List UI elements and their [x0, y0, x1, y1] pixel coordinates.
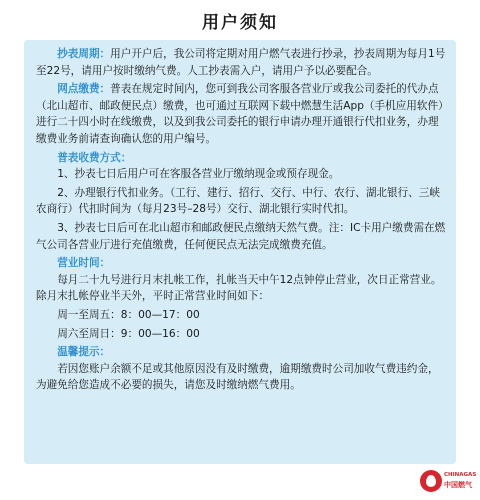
fee-methods-heading: 普表收费方式： — [57, 151, 132, 164]
chinagas-logo — [420, 468, 477, 496]
notice-content — [36, 46, 448, 394]
business-hours-weekdays: 周一至周五：8：00—17：00 — [57, 308, 200, 321]
meter-reading-heading: 抄表周期： — [57, 48, 111, 60]
meter-reading-section — [36, 46, 448, 79]
business-hours-heading: 营业时间： — [57, 257, 111, 270]
reminder-text: 若因您账户余额不足或其他原因没有及时缴费，逾期缴费时公司加收气费违约金，为避免给您造成不必要的损失，请您及时缴纳燃气费用。 — [36, 362, 439, 392]
page-title: 用户须知 — [202, 13, 278, 33]
payment-points-text: 普表在规定时间内，您可到我公司客服各营业厅或我公司委托的代办点（北山超市、邮政便民点）缴费，也可通过互联网下载中燃慧生活App（手机应用软件）进行二十四小时在线缴费，以及到我公司委托的银行申请办理开通银行代扣业务，办理缴费业务前请查询确认您的用户编号。 — [36, 83, 444, 145]
meter-reading-text: 用户开户后，我公司将定期对用户燃气表进行抄录，抄表周期为每月1号至22号，请用户按时缴纳气费。人工抄表需入户，请用户予以必要配合。 — [36, 48, 446, 77]
fee-method-item-1: 1、抄表七日后用户可在客服各营业厅缴纳现金或预存现金。 — [57, 168, 340, 181]
business-hours-text: 每月二十九号进行月末扎帐工作，扎帐当天中午12点钟停止营业，次日正常营业。除月末扎帐停业半天外，平时正常营业时间如下： — [36, 273, 442, 303]
fee-method-item-2: 2、办理银行代扣业务。（工行、建行、招行、交行、中行、农行、湖北银行、三峡农商行）代扣时间为（每月23号–28号）交行、湖北银行实时代扣。 — [36, 186, 440, 216]
fee-method-item-3: 3、抄表七日后可在北山超市和邮政便民点缴纳天然气费。注：IC卡用户缴费需在燃气公司各营业厅进行充值缴费，任何便民点无法完成缴费充值。 — [36, 221, 446, 251]
reminder-heading: 温馨提示： — [57, 346, 111, 359]
logo-english: CHINAGAS — [444, 472, 477, 478]
flame-icon — [420, 470, 442, 492]
logo-chinese: 中国燃气 — [444, 481, 472, 489]
business-hours-weekends: 周六至周日：9：00—16：00 — [57, 327, 200, 340]
payment-points-section — [36, 81, 448, 147]
payment-points-heading: 网点缴费： — [57, 83, 111, 96]
